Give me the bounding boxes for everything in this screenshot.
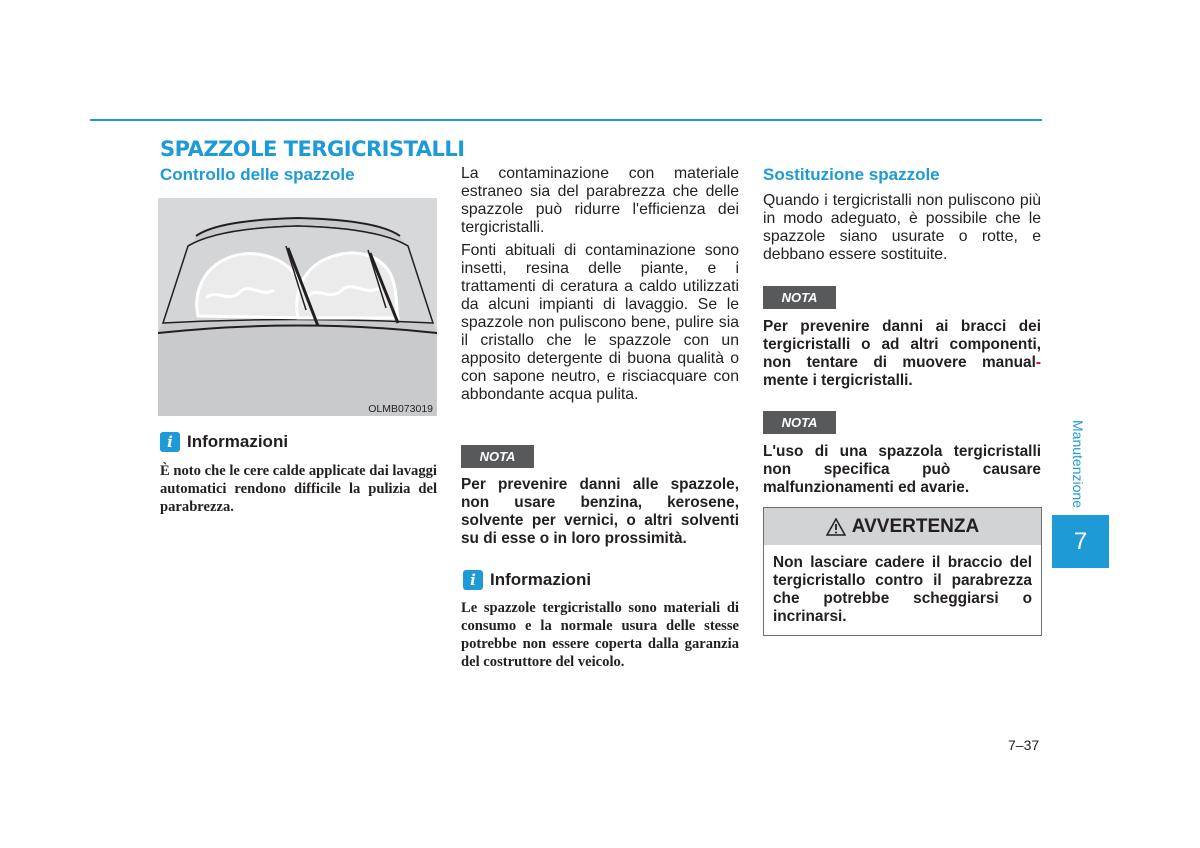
subheading-controllo: Controllo delle spazzole (160, 165, 355, 184)
section-title: SPAZZOLE TERGICRISTALLI (160, 137, 465, 161)
top-rule (90, 119, 1042, 121)
nota-text-2-part-a: Per prevenire danni ai bracci dei tergicristalli o ad altri componenti, non tentare di muovere manual (763, 318, 1041, 371)
col2-paragraph-1: La contaminazione con materiale estraneo sia del parabrezza che delle spazzole può ridurre l'efficienza dei tergicristalli. (461, 165, 739, 236)
chapter-tab: 7 (1052, 515, 1109, 568)
windshield-illustration (158, 198, 437, 416)
info-title-2: Informazioni (490, 570, 592, 589)
info-heading-2 (463, 570, 591, 590)
page-number: 7–37 (1008, 737, 1040, 753)
warning-triangle-icon (826, 518, 846, 536)
warning-header (764, 508, 1041, 545)
info-icon: i (160, 432, 180, 452)
nota-text-1: Per prevenire danni alle spazzole, non usare benzina, kerosene, solvente per vernici, o altri solventi su di esse o in loro prossimità. (461, 476, 739, 547)
warning-title: AVVERTENZA (851, 515, 980, 537)
nota-text-2 (763, 318, 1041, 390)
info-text-1: È noto che le cere calde applicate dai lavaggi automatici rendono difficile la pulizia del parabrezza. (160, 463, 437, 515)
chapter-side-label (1067, 414, 1089, 514)
figure-code: OLMB073019 (368, 403, 433, 415)
nota-label-2: NOTA (763, 286, 836, 309)
nota-label-3: NOTA (763, 411, 836, 434)
warning-box (763, 507, 1042, 636)
info-title-1: Informazioni (187, 432, 289, 451)
windshield-figure (158, 198, 437, 416)
warning-text: Non lasciare cadere il braccio del tergicristallo contro il parabrezza che potrebbe scheggiarsi o incrinarsi. (773, 554, 1032, 625)
info-text-2: Le spazzole tergicristallo sono materiali di consumo e la normale usura delle stesse potrebbe non essere coperta dalla garanzia del costruttore del veicolo. (461, 600, 739, 670)
info-icon: i (463, 570, 483, 590)
subheading-sostituzione: Sostituzione spazzole (763, 165, 940, 184)
hyphen: - (1035, 354, 1041, 371)
nota-text-3: L'uso di una spazzola tergicristalli non specifica può causare malfunzionamenti ed avarie. (763, 443, 1041, 496)
info-heading-1 (160, 432, 288, 452)
side-label-text: Manutenzione (1070, 420, 1086, 508)
col2-paragraph-2: Fonti abituali di contaminazione sono insetti, resina delle piante, e i trattamenti di ceratura a caldo utilizzati da alcuni impianti di lavaggio. Se le spazzole non puliscono bene, pulire sia il cristallo che le spazzole con un apposito detergente di buona qualità o con sapone neutro, e risciacquare con abbondante acqua pulita. (461, 242, 739, 403)
col3-paragraph-1: Quando i tergicristalli non puliscono più in modo adeguato, è possibile che le spazzole siano usurate o rotte, e debbano essere sostituite. (763, 192, 1041, 263)
nota-text-2-part-b: mente i tergicristalli. (763, 372, 913, 389)
nota-label-1: NOTA (461, 445, 534, 468)
